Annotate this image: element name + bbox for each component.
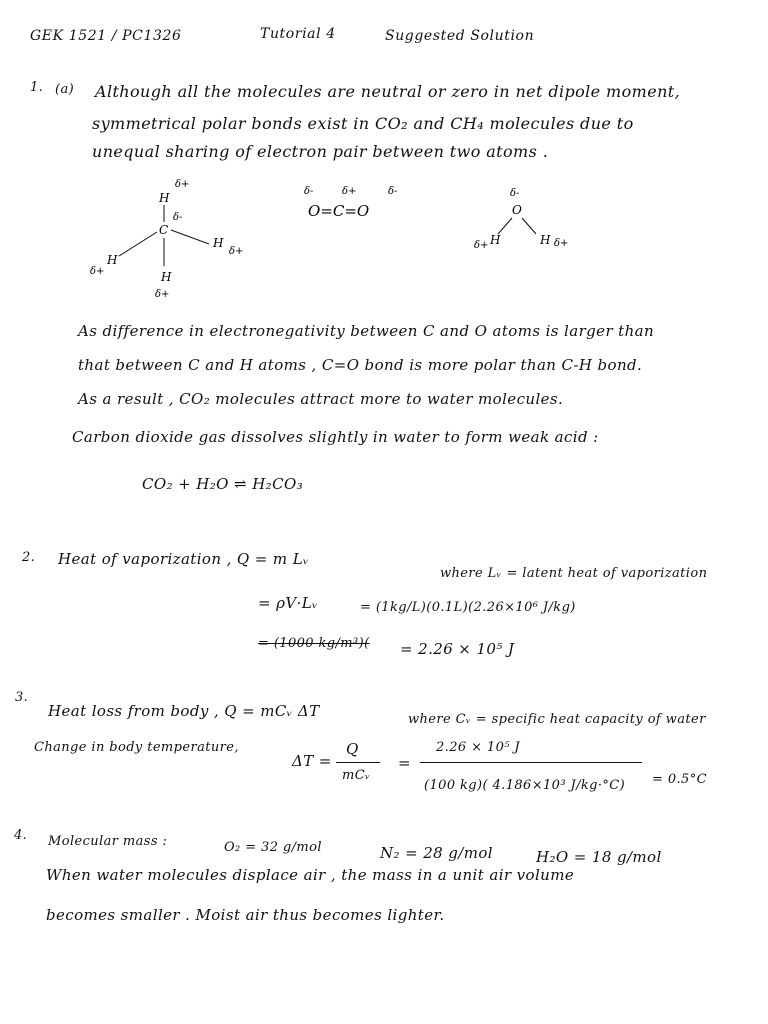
h2o-right-h: H [540,233,551,247]
q2-line-2b: = (1kg/L)(0.1L)(2.26×10⁶ J/kg) [360,600,576,615]
q4-line-2: When water molecules displace air , the mass in a unit air volume [46,866,575,884]
q3-result: = 0.5°C [652,772,707,787]
q4-line-3: becomes smaller . Moist air thus becomes lighter. [46,906,445,924]
h2o-right-dplus: δ+ [554,238,569,249]
ch4-bottom-dplus: δ+ [155,289,170,300]
ch4-left-dplus: δ+ [90,266,105,277]
q4-number: 4. [14,828,28,843]
ch4-right-dplus: δ+ [229,246,244,257]
h2o-left-dplus: δ+ [474,240,489,251]
ch4-top-h: H [159,191,170,205]
q3-den-2: (100 kg)( 4.186×10³ J/kg·°C) [424,778,626,793]
ch4-carbon: C [159,223,169,237]
q2-line-1: Heat of vaporization , Q = m Lᵥ [58,550,310,568]
q3-line-1: Heat loss from body , Q = mCᵥ ΔT [48,702,320,720]
co2-structure [300,180,420,230]
co2-formula: O=C=O [308,202,370,220]
q2-number: 2. [22,550,36,565]
q1-number: 1. [30,80,44,95]
q3-den-1: mCᵥ [342,768,371,783]
q3-num-1: Q [346,740,359,758]
ch4-left-h: H [107,253,118,267]
q1-explain-4: Carbon dioxide gas dissolves slightly in water to form weak acid : [72,428,599,446]
q2-result: = 2.26 × 10⁵ J [400,640,515,658]
h2o-left-h: H [490,233,501,247]
ch4-right-h: H [213,236,224,250]
q1-part: (a) [55,82,75,97]
co2-right-dminus: δ- [388,186,398,197]
q1-line-3: unequal sharing of electron pair between two atoms . [92,142,549,161]
q3-fraction-bar-2 [420,762,642,763]
q3-num-2: 2.26 × 10⁵ J [436,740,520,755]
h2o-o-dminus: δ- [510,188,520,199]
q3-fraction-bar-1 [336,762,380,763]
co2-left-dminus: δ- [304,186,314,197]
q3-delta-t: ΔT = [292,752,332,770]
ch4-top-dplus: δ+ [175,179,190,190]
q4-line-1: Molecular mass : [48,834,168,849]
q1-equation: CO₂ + H₂O ⇌ H₂CO₃ [142,475,304,493]
q3-number: 3. [15,690,29,705]
q2-where: where Lᵥ = latent heat of vaporization [440,566,708,581]
q4-o2: O₂ = 32 g/mol [224,840,322,855]
course-code: GEK 1521 / PC1326 [30,28,182,44]
tutorial-label: Tutorial 4 [260,26,336,42]
q4-h2o: H₂O = 18 g/mol [536,848,662,866]
q3-where: where Cᵥ = specific heat capacity of water [408,712,706,727]
ch4-structure [85,172,285,302]
q4-n2: N₂ = 28 g/mol [380,844,494,862]
q2-line-2: = ρV·Lᵥ [258,594,319,612]
q2-struck: = (1000 kg/m³)( [258,636,370,651]
h2o-structure [470,182,580,262]
q3-line-2: Change in body temperature, [34,740,239,755]
co2-c-dplus: δ+ [342,186,357,197]
ch4-bottom-h: H [161,270,172,284]
q1-line-1: Although all the molecules are neutral or zero in net dipole moment, [95,82,681,101]
solution-title: Suggested Solution [385,28,535,44]
q1-explain-1: As difference in electronegativity between C and O atoms is larger than [78,322,655,340]
q1-explain-2: that between C and H atoms , C=O bond is more polar than C-H bond. [78,356,643,374]
q3-equals: = [398,754,411,772]
h2o-oxygen: O [512,203,522,217]
ch4-c-dminus: δ- [173,212,183,223]
q1-explain-3: As a result , CO₂ molecules attract more to water molecules. [78,390,564,408]
q1-line-2: symmetrical polar bonds exist in CO₂ and CH₄ molecules due to [92,114,634,133]
